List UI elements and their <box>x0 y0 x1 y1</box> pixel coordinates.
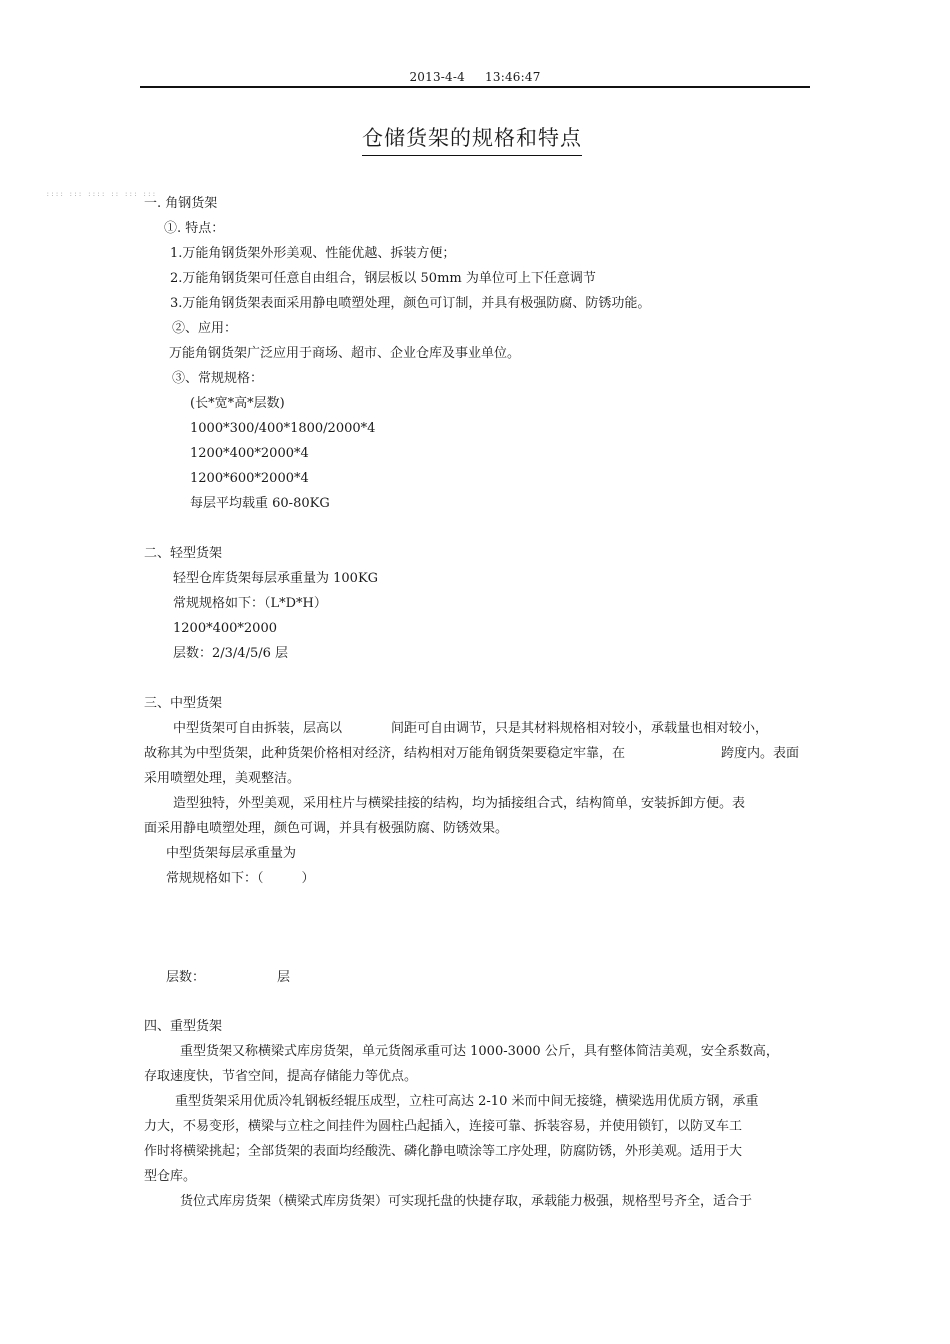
spec-line: 每层平均载重 60-80KG <box>190 496 330 511</box>
document-title: 仓储货架的规格和特点 <box>362 122 582 156</box>
spec-label: ③、常规规格： <box>172 371 264 386</box>
medium-duty-layers-label: 层数： <box>166 970 206 985</box>
spec-line: (长*宽*高*层数) <box>190 396 285 411</box>
paragraph-line: 造型独特，外型美观，采用柱片与横梁挂接的结构，均为插接组合式，结构简单，安装拆卸方便。表 <box>173 796 746 811</box>
page-header-datetime <box>140 70 810 84</box>
medium-duty-spec <box>166 869 315 889</box>
paragraph-line: 面采用静电喷塑处理，颜色可调，并具有极强防腐、防锈效果。 <box>144 821 509 836</box>
paragraph-fragment: 跨度内。表面 <box>721 746 800 761</box>
feature-line-3: 3.万能角钢货架表面采用静电喷塑处理，颜色可订制，并具有极强防腐、防锈功能。 <box>170 296 651 311</box>
paragraph-line: 型仓库。 <box>144 1169 197 1184</box>
paragraph-line: 力大，不易变形，横梁与立柱之间挂件为圆柱凸起插入，连接可靠、拆装容易，并使用锁钉，以防叉车工 <box>144 1119 743 1134</box>
section-heading-heavy-duty: 四、重型货架 <box>144 1019 223 1034</box>
paragraph-line: 存取速度快，节省空间，提高存储能力等优点。 <box>144 1069 418 1084</box>
spec-open: 常规规格如下：（ <box>166 871 264 886</box>
paragraph-line: 重型货架采用优质冷轧钢板经辊压成型，立柱可高达 2-10 米而中间无接缝，横梁选用优质方钢，承重 <box>175 1094 759 1109</box>
paragraph-fragment: 间距可自由调节，只是其材料规格相对较小，承载量也相对较小， <box>391 721 769 736</box>
light-duty-line: 1200*400*2000 <box>173 621 277 636</box>
paragraph-line: 重型货架又称横梁式库房货架，单元货阁承重可达 1000-3000 公斤，具有整体简洁美观，安全系数高， <box>180 1044 779 1059</box>
spec-close: ） <box>301 871 315 886</box>
features-label: ①. 特点： <box>164 221 225 236</box>
spec-line: 1000*300/400*1800/2000*4 <box>190 421 376 436</box>
paragraph-line: 采用喷塑处理，美观整洁。 <box>144 771 301 786</box>
header-date: 2013-4-4 <box>409 70 465 84</box>
header-time: 13:46:47 <box>485 70 541 84</box>
spec-line: 1200*600*2000*4 <box>190 471 309 486</box>
application-text: 万能角钢货架广泛应用于商场、超市、企业仓库及事业单位。 <box>169 346 521 361</box>
paragraph-line: 货位式库房货架（横梁式库房货架）可实现托盘的快捷存取，承载能力极强，规格型号齐全，适合于 <box>180 1194 753 1209</box>
medium-duty-layers-unit: 层 <box>277 970 291 985</box>
light-duty-line: 轻型仓库货架每层承重量为 100KG <box>173 571 379 586</box>
feature-line-1: 1.万能角钢货架外形美观、性能优越、拆装方便； <box>170 246 456 261</box>
spec-line: 1200*400*2000*4 <box>190 446 309 461</box>
light-duty-line: 层数：2/3/4/5/6 层 <box>173 646 289 661</box>
application-label: ②、应用： <box>172 321 238 336</box>
paragraph-fragment: 中型货架可自由拆装，层高以 <box>173 721 343 736</box>
margin-artifact: :::: ::: :::: :: ::: ::: <box>46 191 157 198</box>
paragraph-line: 作时将横梁挑起；全部货架的表面均经酸洗、磷化静电喷涂等工序处理，防腐防锈，外形美观。适用于大 <box>144 1144 743 1159</box>
feature-line-2: 2.万能角钢货架可任意自由组合，钢层板以 50mm 为单位可上下任意调节 <box>170 271 596 286</box>
section-heading-medium-duty: 三、中型货架 <box>144 696 223 711</box>
section-heading-light-duty: 二、轻型货架 <box>144 546 223 561</box>
paragraph-fragment: 故称其为中型货架，此种货架价格相对经济，结构相对万能角钢货架要稳定牢靠，在 <box>144 746 626 761</box>
light-duty-line: 常规规格如下：（L*D*H） <box>173 596 327 611</box>
medium-duty-load: 中型货架每层承重量为 <box>166 846 297 861</box>
header-rule <box>140 86 810 88</box>
section-heading-angle-steel: 一. 角钢货架 <box>144 196 218 211</box>
